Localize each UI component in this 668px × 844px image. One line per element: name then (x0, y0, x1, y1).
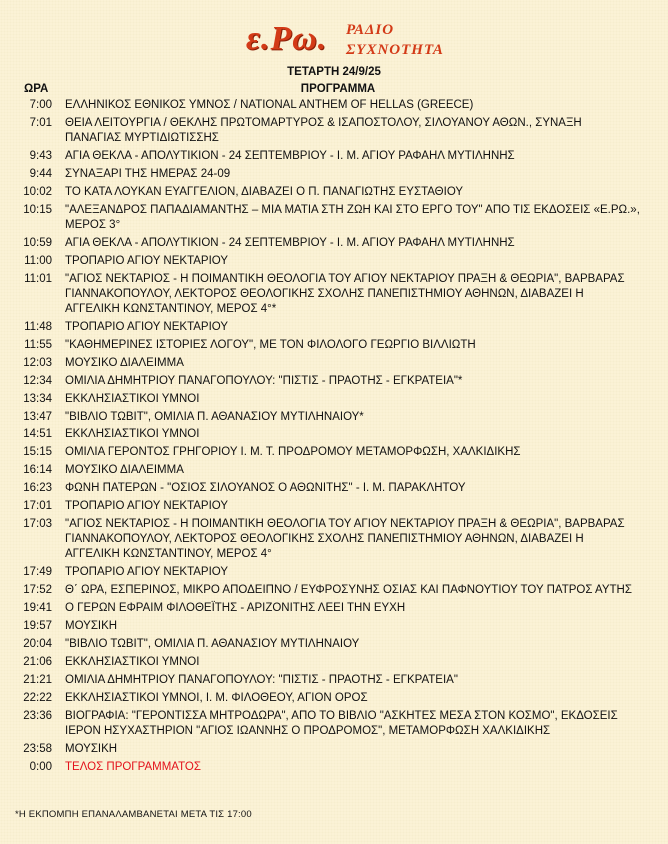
schedule-time: 9:44 (29, 167, 52, 180)
schedule-time: 15:15 (23, 446, 52, 459)
schedule-row (0, 709, 668, 739)
schedule-time: 17:52 (23, 584, 52, 597)
schedule-program: "ΒΙΒΛΙΟ ΤΩΒΙΤ", ΟΜΙΛΙΑ Π. ΑΘΑΝΑΣΙΟΥ ΜΥΤΙΛΗΝΑΙΟΥ* (65, 410, 364, 423)
schedule-time: 10:59 (23, 236, 52, 249)
schedule-time: 17:49 (23, 566, 52, 579)
schedule-program: Ο ΓΕΡΩΝ ΕΦΡΑΙΜ ΦΙΛΟΘΕΪΤΗΣ - ΑΡΙΖΟΝΙΤΗΣ ΛΕΕΙ ΤΗΝ ΕΥΧΗ (65, 602, 406, 615)
schedule-row (0, 149, 668, 164)
schedule-program: "ΒΙΒΛΙΟ ΤΩΒΙΤ", ΟΜΙΛΙΑ Π. ΑΘΑΝΑΣΙΟΥ ΜΥΤΙΛΗΝΑΙΟΥ (65, 638, 360, 650)
schedule-time: 0:00 (29, 760, 52, 773)
schedule-row (0, 691, 668, 706)
schedule-time: 21:06 (23, 655, 52, 668)
logo-line-frequency: ΣΥΧΝΟΤΗΤΑ (346, 42, 444, 58)
schedule-time: 23:58 (23, 742, 52, 755)
schedule-program: ΜΟΥΣΙΚΟ ΔΙΑΛΕΙΜΜΑ (65, 356, 184, 369)
schedule-time: 17:01 (23, 500, 52, 513)
schedule-program: ΟΜΙΛΙΑ ΔΗΜΗΤΡΙΟΥ ΠΑΝΑΓΟΠΟΥΛΟΥ: "ΠΙΣΤΙΣ - ΠΡΑΟΤΗΣ - ΕΓΚΡΑΤΕΙΑ" (65, 673, 458, 686)
schedule-program: ΕΛΛΗΝΙΚΟΣ ΕΘΝΙΚΟΣ ΥΜΝΟΣ / NATIONAL ANTHEM OF HELLAS (GREECE) (65, 99, 474, 111)
schedule-time: 11:01 (24, 272, 52, 285)
schedule-row (0, 236, 668, 251)
schedule-row (0, 185, 668, 200)
schedule-row (0, 427, 668, 442)
schedule-time: 22:22 (23, 691, 52, 704)
schedule-program: ΑΓΙΑ ΘΕΚΛΑ - ΑΠΟΛΥΤΙΚΙΟΝ - 24 ΣΕΠΤΕΜΒΡΙΟΥ - Ι. Μ. ΑΓΙΟΥ ΡΑΦΑΗΛ ΜΥΤΙΛΗΝΗΣ (65, 149, 515, 162)
schedule-time: 16:14 (23, 464, 52, 477)
schedule-time: 10:15 (23, 203, 52, 216)
schedule-time: 19:57 (23, 620, 52, 633)
schedule-row (0, 637, 668, 652)
schedule-program: "ΑΛΕΞΑΝΔΡΟΣ ΠΑΠΑΔΙΑΜΑΝΤΗΣ – ΜΙΑ ΜΑΤΙΑ ΣΤΗ ΖΩΗ ΚΑΙ ΣΤΟ ΕΡΓΟ ΤΟΥ" ΑΠΟ ΤΙΣ ΕΚΔΟΣΕΙΣ «Ε.ΡΩ.», ΜΕΡΟΣ 3° (65, 203, 640, 231)
schedule-row (0, 517, 668, 562)
schedule-program: ΕΚΚΛΗΣΙΑΣΤΙΚΟΙ ΥΜΝΟΙ (65, 392, 200, 405)
schedule-row (0, 392, 668, 407)
footnote: *Η ΕΚΠΟΜΠΗ ΕΠΑΝΑΛΑΜΒΑΝΕΤΑΙ ΜΕΤΑ ΤΙΣ 17:00 (15, 809, 252, 820)
schedule-row (0, 116, 668, 146)
schedule-program: ΜΟΥΣΙΚΗ (65, 620, 118, 633)
schedule-row (0, 272, 668, 317)
schedule-program: "ΚΑΘΗΜΕΡΙΝΕΣ ΙΣΤΟΡΙΕΣ ΛΟΓΟΥ", ΜΕ ΤΟΝ ΦΙΛΟΛΟΓΟ ΓΕΩΡΓΙΟ ΒΙΛΛΙΩΤΗ (65, 338, 476, 351)
schedule-row (0, 98, 668, 113)
schedule-time: 7:01 (29, 116, 52, 129)
schedule-program: ΤΡΟΠΑΡΙΟ ΑΓΙΟΥ ΝΕΚΤΑΡΙΟΥ (65, 566, 229, 579)
schedule-row (0, 356, 668, 371)
schedule-end-program: ΤΕΛΟΣ ΠΡΟΓΡΑΜΜΑΤΟΣ (65, 760, 201, 773)
schedule-time: 12:34 (23, 374, 52, 387)
schedule-program: ΕΚΚΛΗΣΙΑΣΤΙΚΟΙ ΥΜΝΟΙ, Ι. Μ. ΦΙΛΟΘΕΟΥ, ΑΓΙΟΝ ΟΡΟΣ (65, 691, 368, 704)
schedule-time: 13:47 (23, 410, 52, 423)
schedule-program: Θ΄ ΩΡΑ, ΕΣΠΕΡΙΝΟΣ, ΜΙΚΡΟ ΑΠΟΔΕΙΠΝΟ / ΕΥΦΡΟΣΥΝΗΣ ΟΣΙΑΣ ΚΑΙ ΠΑΦΝΟΥΤΙΟΥ ΤΟΥ ΠΑΤΡΟΣ ΑΥΤΗΣ (65, 584, 632, 597)
schedule-program: ΟΜΙΛΙΑ ΔΗΜΗΤΡΙΟΥ ΠΑΝΑΓΟΠΟΥΛΟΥ: "ΠΙΣΤΙΣ - ΠΡΑΟΤΗΣ - ΕΓΚΡΑΤΕΙΑ"* (65, 374, 463, 387)
schedule-row (0, 601, 668, 616)
schedule-program: ΦΩΝΗ ΠΑΤΕΡΩΝ - "ΟΣΙΟΣ ΣΙΛΟΥΑΝΟΣ Ο ΑΘΩΝΙΤΗΣ" - Ι. Μ. ΠΑΡΑΚΛΗΤΟΥ (65, 482, 466, 495)
schedule-time: 20:04 (23, 638, 52, 650)
schedule-row (0, 338, 668, 353)
schedule-row (0, 499, 668, 514)
schedule-row (0, 254, 668, 269)
schedule-time: 16:23 (23, 482, 52, 495)
schedule-time: 9:43 (29, 149, 52, 162)
schedule-row (0, 167, 668, 182)
schedule-time: 11:55 (24, 338, 52, 351)
schedule-row (0, 445, 668, 460)
schedule-time: 13:34 (23, 392, 52, 405)
schedule-row (0, 583, 668, 598)
schedule-program: ΤΡΟΠΑΡΙΟ ΑΓΙΟΥ ΝΕΚΤΑΡΙΟΥ (65, 254, 229, 267)
schedule-time: 23:36 (23, 709, 52, 722)
schedule-time: 11:48 (24, 320, 52, 333)
schedule-time: 17:03 (23, 518, 52, 531)
schedule-program: ΒΙΟΓΡΑΦΙΑ: "ΓΕΡΟΝΤΙΣΣΑ ΜΗΤΡΟΔΩΡΑ", ΑΠΟ ΤΟ ΒΙΒΛΙΟ "ΑΣΚΗΤΕΣ ΜΕΣΑ ΣΤΟΝ ΚΟΣΜΟ", ΕΚΔΟΣΕΙΣ ΙΕΡΟΝ ΗΣΥΧΑΣΤΗΡΙΟΝ "ΑΓΙΟΣ ΙΩΑΝΝΗΣ Ο ΠΡΟΔΡΟΜΟΣ", ΜΕΤΑΜΟΡΦΩΣΗ ΧΑΛΚΙΔΙΚΗΣ (65, 709, 618, 737)
schedule-program: ΤΟ ΚΑΤΑ ΛΟΥΚΑΝ ΕΥΑΓΓΕΛΙΟΝ, ΔΙΑΒΑΖΕΙ Ο Π. ΠΑΝΑΓΙΩΤΗΣ ΕΥΣΤΑΘΙΟΥ (65, 185, 464, 198)
schedule-program: ΕΚΚΛΗΣΙΑΣΤΙΚΟΙ ΥΜΝΟΙ (65, 428, 200, 441)
schedule-program: ΟΜΙΛΙΑ ΓΕΡΟΝΤΟΣ ΓΡΗΓΟΡΙΟΥ Ι. Μ. Τ. ΠΡΟΔΡΟΜΟΥ ΜΕΤΑΜΟΡΦΩΣΗ, ΧΑΛΚΙΔΙΚΗΣ (65, 446, 521, 459)
column-header-program: ΠΡΟΓΡΑΜΜΑ (300, 83, 376, 95)
schedule-program: ΤΡΟΠΑΡΙΟ ΑΓΙΟΥ ΝΕΚΤΑΡΙΟΥ (65, 500, 229, 513)
schedule-time: 7:00 (29, 99, 52, 111)
schedule-program: ΣΥΝΑΞΑΡΙ ΤΗΣ ΗΜΕΡΑΣ 24-09 (65, 167, 231, 180)
schedule-row (0, 374, 668, 389)
schedule-row (0, 481, 668, 496)
schedule-row (0, 203, 668, 233)
schedule-row (0, 619, 668, 634)
schedule-row (0, 760, 668, 775)
schedule-time: 19:41 (23, 602, 52, 615)
schedule-program: ΜΟΥΣΙΚΗ (65, 742, 118, 755)
logo-wordmark: ε.Ρω. (246, 20, 328, 57)
schedule-row (0, 673, 668, 688)
schedule-program: "ΑΓΙΟΣ ΝΕΚΤΑΡΙΟΣ - Η ΠΟΙΜΑΝΤΙΚΗ ΘΕΟΛΟΓΙΑ ΤΟΥ ΑΓΙΟΥ ΝΕΚΤΑΡΙΟΥ ΠΡΑΞΗ & ΘΕΩΡΙΑ", ΒΑΡΒΑΡΑΣ ΓΙΑΝΝΑΚΟΠΟΥΛΟΥ, ΛΕΚΤΟΡΟΣ ΘΕΟΛΟΓΙΚΗΣ ΣΧΟΛΗΣ ΠΑΝΕΠΙΣΤΗΜΙΟΥ ΑΘΗΝΩΝ, ΔΙΑΒΑΖΕΙ Η ΑΓΓΕΛΙΚΗ ΚΩΝΣΤΑΝΤΙΝΟΥ, ΜΕΡΟΣ 4°* (65, 272, 625, 315)
schedule-program: ΑΓΙΑ ΘΕΚΛΑ - ΑΠΟΛΥΤΙΚΙΟΝ - 24 ΣΕΠΤΕΜΒΡΙΟΥ - Ι. Μ. ΑΓΙΟΥ ΡΑΦΑΗΛ ΜΥΤΙΛΗΝΗΣ (65, 236, 515, 249)
schedule-time: 21:21 (23, 673, 52, 686)
schedule-time: 11:00 (24, 254, 52, 267)
schedule-time: 10:02 (23, 185, 52, 198)
schedule-row (0, 320, 668, 335)
schedule-program: ΤΡΟΠΑΡΙΟ ΑΓΙΟΥ ΝΕΚΤΑΡΙΟΥ (65, 320, 229, 333)
schedule-date: ΤΕΤΑΡΤΗ 24/9/25 (287, 66, 381, 78)
schedule-row (0, 410, 668, 425)
schedule-row (0, 565, 668, 580)
schedule-program: ΜΟΥΣΙΚΟ ΔΙΑΛΕΙΜΜΑ (65, 464, 184, 477)
schedule-row (0, 655, 668, 670)
schedule-program: ΕΚΚΛΗΣΙΑΣΤΙΚΟΙ ΥΜΝΟΙ (65, 655, 200, 668)
schedule-list (0, 98, 668, 778)
schedule-time: 14:51 (23, 428, 52, 441)
schedule-row (0, 742, 668, 757)
schedule-program: "ΑΓΙΟΣ ΝΕΚΤΑΡΙΟΣ - Η ΠΟΙΜΑΝΤΙΚΗ ΘΕΟΛΟΓΙΑ ΤΟΥ ΑΓΙΟΥ ΝΕΚΤΑΡΙΟΥ ΠΡΑΞΗ & ΘΕΩΡΙΑ", ΒΑΡΒΑΡΑΣ ΓΙΑΝΝΑΚΟΠΟΥΛΟΥ, ΛΕΚΤΟΡΟΣ ΘΕΟΛΟΓΙΚΗΣ ΣΧΟΛΗΣ ΠΑΝΕΠΙΣΤΗΜΙΟΥ ΑΘΗΝΩΝ, ΔΙΑΒΑΖΕΙ Η ΑΓΓΕΛΙΚΗ ΚΩΝΣΤΑΝΤΙΝΟΥ, ΜΕΡΟΣ 4° (65, 518, 625, 561)
column-header-hour: ΩΡΑ (24, 83, 49, 95)
schedule-row (0, 463, 668, 478)
logo-line-radio: ΡΑΔΙΟ (346, 22, 395, 38)
schedule-time: 12:03 (23, 356, 52, 369)
schedule-program: ΘΕΙΑ ΛΕΙΤΟΥΡΓΙΑ / ΘΕΚΛΗΣ ΠΡΩΤΟΜΑΡΤΥΡΟΣ & ΙΣΑΠΟΣΤΟΛΟΥ, ΣΙΛΟΥΑΝΟΥ ΑΘΩΝ., ΣΥΝΑΞΗ ΠΑΝΑΓΙΑΣ ΜΥΡΤΙΔΙΩΤΙΣΣΗΣ (65, 116, 582, 145)
